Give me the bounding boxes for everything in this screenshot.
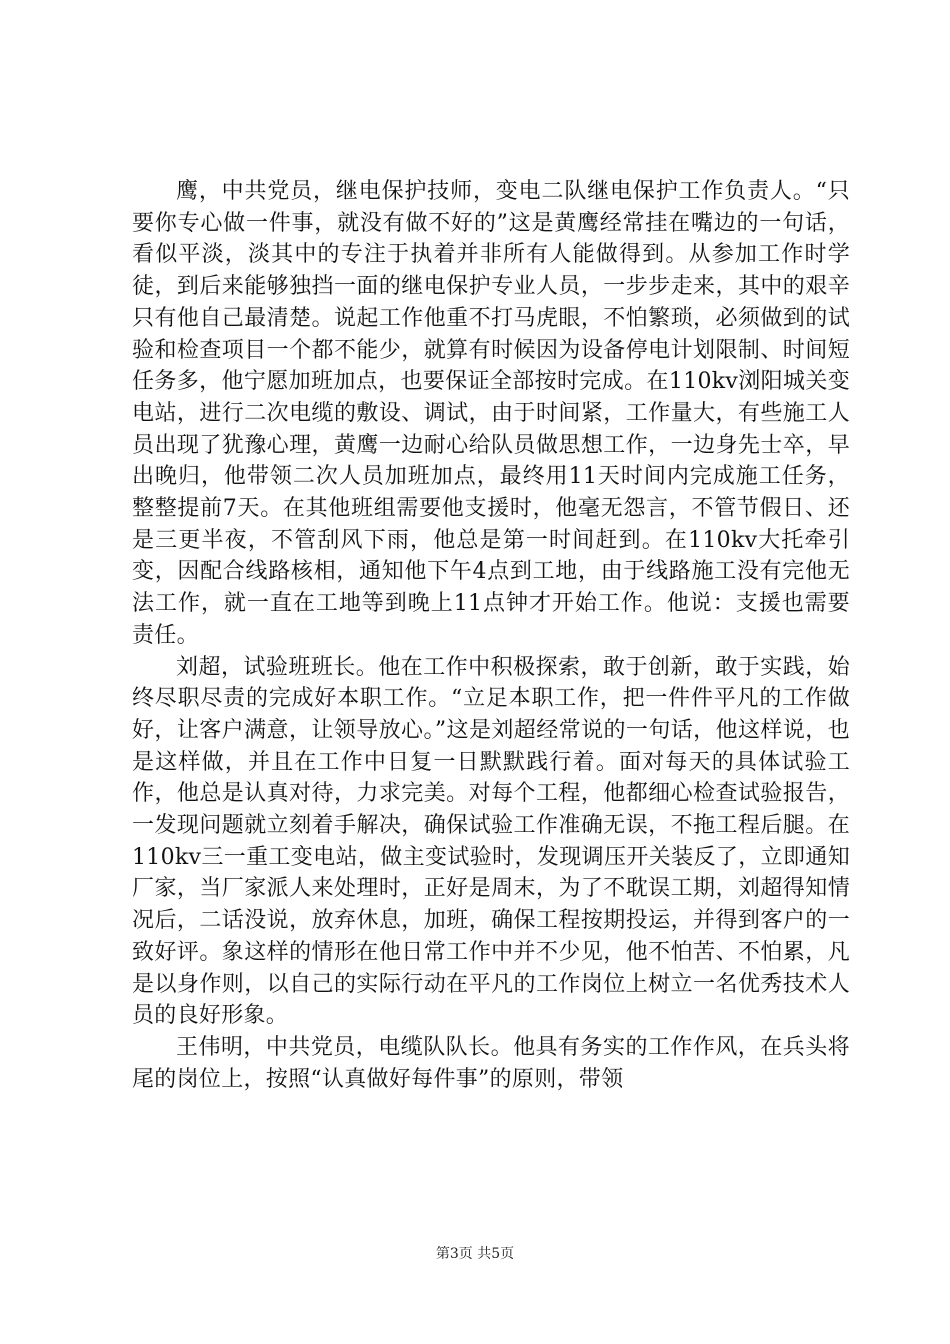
paragraph-huang-ying: 鹰，中共党员，继电保护技师，变电二队继电保护工作负责人。“只要你专心做一件事，就没有做不好的”这是黄鹰经常挂在嘴边的一句话，看似平淡，淡其中的专注于执着并非所有人能做得到。从参加工作时学徒，到后来能够独挡一面的继电保护专业人员，一步步走来，其中的艰辛只有他自己最清楚。说起工作他重不打马虎眼，不怕繁琐，必须做到的试验和检查项目一个都不能少，就算有时候因为设备停电计划限制、时间短任务多，他宁愿加班加点，也要保证全部按时完成。在110kv浏阳城关变电站，进行二次电缆的敷设、调试，由于时间紧，工作量大，有些施工人员出现了犹豫心理，黄鹰一边耐心给队员做思想工作，一边身先士卒，早出晚归，他带领二次人员加班加点，最终用11天时间内完成施工任务，整整提前7天。在其他班组需要他支援时，他毫无怨言，不管节假日、还是三更半夜，不管刮风下雨，他总是第一时间赶到。在110kv大托牵引变，因配合线路核相，通知他下午4点到工地，由于线路施工没有完他无法工作，就一直在工地等到晚上11点钟才开始工作。他说：支援也需要责任。 bbox=[132, 179, 850, 648]
body-text bbox=[132, 176, 850, 1095]
paragraph-wang-weiming: 王伟明，中共党员，电缆队队长。他具有务实的工作作风，在兵头将尾的岗位上，按照“认真做好每件事”的原则，带领 bbox=[132, 1034, 850, 1092]
paragraph-liu-chao: 刘超，试验班班长。他在工作中积极探索，敢于创新，敢于实践，始终尽职尽责的完成好本职工作。“立足本职工作，把一件件平凡的工作做好，让客户满意，让领导放心。”这是刘超经常说的一句话，他这样说，也是这样做，并且在工作中日复一日默默践行着。面对每天的具体试验工作，他总是认真对待，力求完美。对每个工程，他都细心检查试验报告，一发现问题就立刻着手解决，确保试验工作准确无误，不拖工程后腿。在110kv三一重工变电站，做主变试验时，发现调压开关装反了，立即通知厂家，当厂家派人来处理时，正好是周末，为了不耽误工期，刘超得知情况后，二话没说，放弃休息，加班，确保工程按期投运，并得到客户的一致好评。象这样的情形在他日常工作中并不少见，他不怕苦、不怕累，凡是以身作则，以自己的实际行动在平凡的工作岗位上树立一名优秀技术人员的良好形象。 bbox=[132, 654, 850, 1029]
page-number: 第3页 共5页 bbox=[435, 1246, 515, 1262]
page-footer bbox=[0, 1244, 950, 1264]
